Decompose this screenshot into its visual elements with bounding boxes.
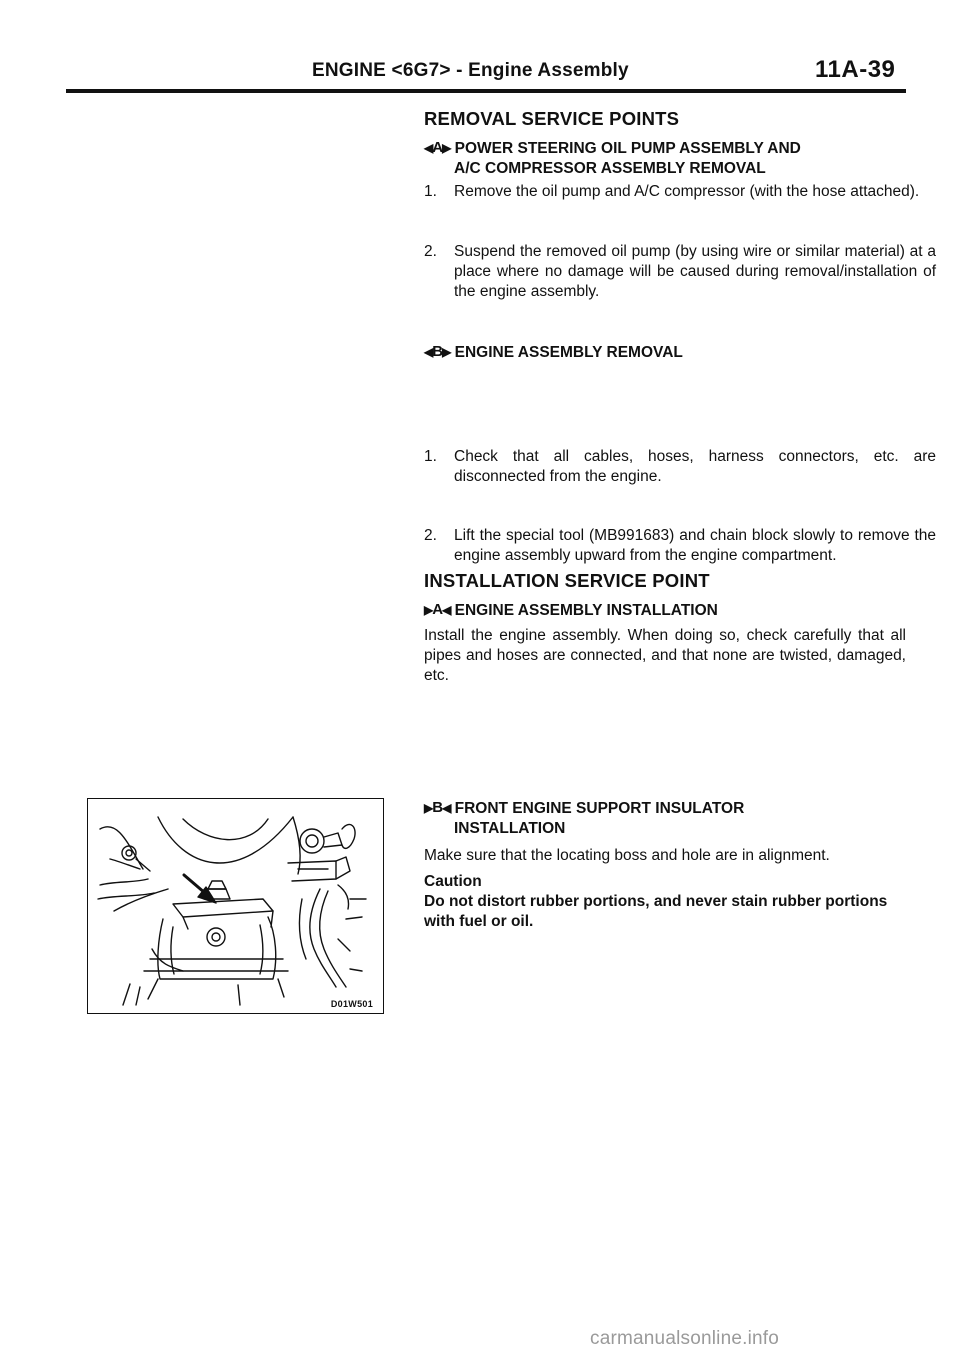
installation-marker-icon: ▶A◀ — [424, 601, 451, 618]
page-number: 11A-39 — [815, 56, 896, 83]
installation-b-title: ▶B◀ FRONT ENGINE SUPPORT INSULATOR INSTALLATION — [424, 799, 745, 837]
header-rule — [66, 89, 906, 93]
running-header-title: ENGINE <6G7> - Engine Assembly — [312, 60, 629, 81]
removal-a-title: ◀A▶ POWER STEERING OIL PUMP ASSEMBLY AND A/C COMPRESSOR ASSEMBLY REMOVAL — [424, 139, 801, 177]
removal-a-step-1: 1. Remove the oil pump and A/C compressor (with the hose attached). — [424, 183, 920, 200]
removal-b-title: ◀B▶ ENGINE ASSEMBLY REMOVAL — [424, 343, 683, 361]
removal-marker-icon: ◀B▶ — [424, 343, 451, 360]
removal-b-step-1: 1. Check that all cables, hoses, harness connectors, etc. are disconnected from the engine. — [424, 448, 936, 485]
removal-b-step-2: 2. Lift the special tool (MB991683) and chain block slowly to remove the engine assembly upward from the engine compartment. — [424, 527, 936, 564]
removal-marker-icon: ◀A▶ — [424, 139, 451, 156]
removal-heading: REMOVAL SERVICE POINTS — [424, 108, 680, 129]
caution-heading: Caution — [424, 873, 482, 890]
engine-mount-figure — [87, 798, 384, 1014]
installation-b-text: Make sure that the locating boss and hole are in alignment. — [424, 847, 830, 864]
installation-marker-icon: ▶B◀ — [424, 799, 451, 816]
watermark: carmanualsonline.info — [590, 1328, 780, 1349]
figure-code: D01W501 — [330, 999, 373, 1009]
caution-text: Do not distort rubber portions, and never stain rubber portions with fuel or oil. — [424, 893, 888, 930]
installation-a-title: ▶A◀ ENGINE ASSEMBLY INSTALLATION — [424, 601, 718, 619]
removal-a-step-2: 2. Suspend the removed oil pump (by using wire or similar material) at a place where no damage will be caused during removal/installation of the engine assembly. — [424, 243, 936, 300]
installation-heading: INSTALLATION SERVICE POINT — [424, 570, 710, 591]
installation-a-text: Install the engine assembly. When doing so, check carefully that all pipes and hoses are connected, and that none are twisted, damaged, etc. — [424, 627, 906, 684]
engine-mount-illustration — [88, 799, 384, 1014]
